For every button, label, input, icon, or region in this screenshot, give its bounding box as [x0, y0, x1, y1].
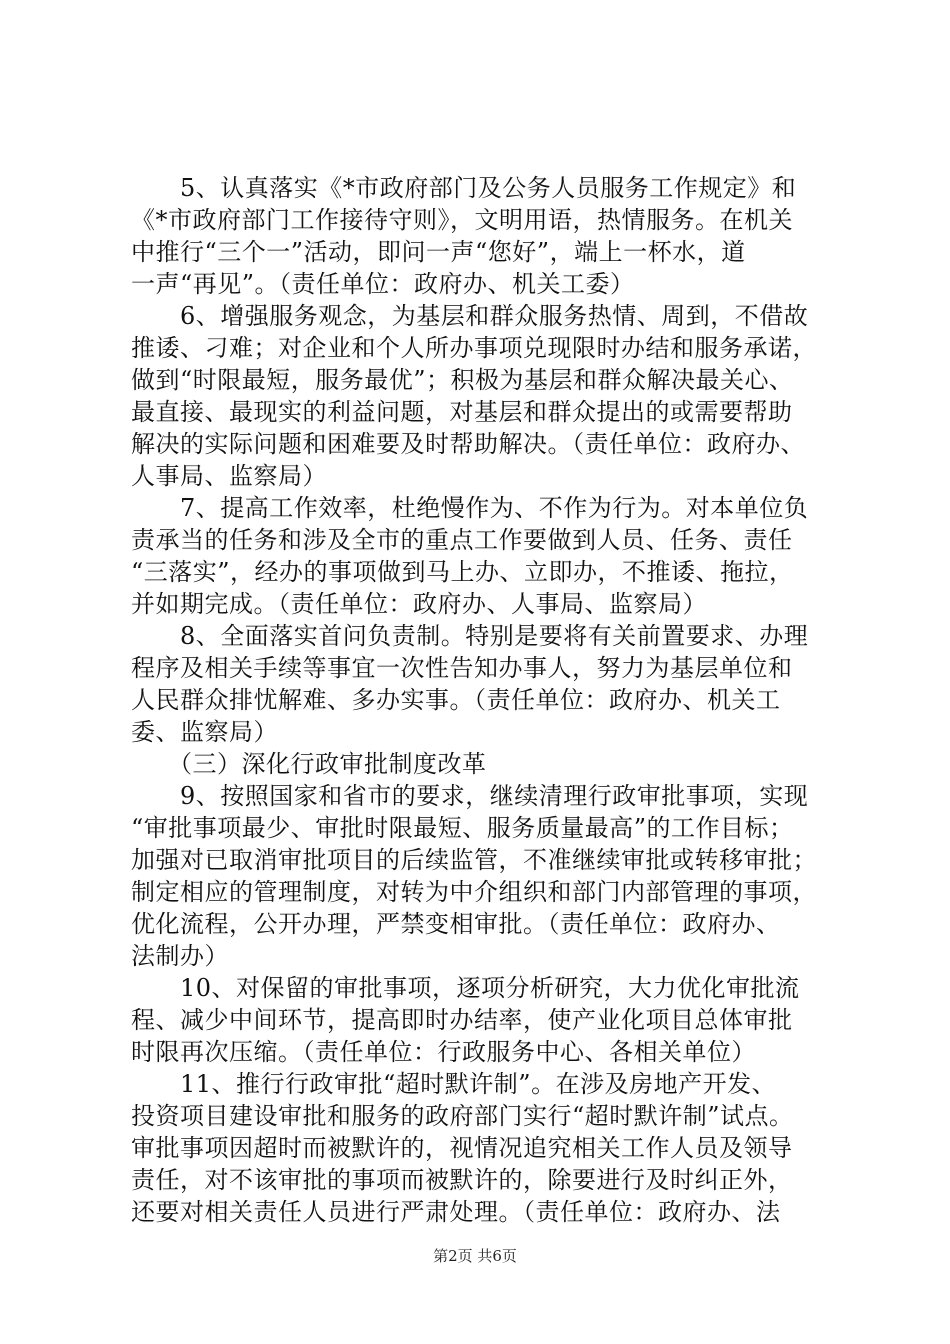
text-line: 11、推行行政审批“超时默许制”。在涉及房地产开发、 — [131, 1070, 777, 1098]
text-line: 时限再次压缩。（责任单位：行政服务中心、各相关单位） — [131, 1038, 756, 1066]
text-line: 10、对保留的审批事项，逐项分析研究，大力优化审批流 — [131, 974, 800, 1002]
text-line: 法制办） — [131, 942, 229, 970]
text-line: 还要对相关责任人员进行严肃处理。（责任单位：政府办、法 — [131, 1198, 781, 1226]
text-line: 制定相应的管理制度，对转为中介组织和部门内部管理的事项， — [131, 878, 817, 906]
text-line: 责任，对不该审批的事项而被默许的，除要进行及时纠正外， — [131, 1166, 793, 1194]
text-line: 一声“再见”。（责任单位：政府办、机关工委） — [131, 270, 635, 298]
text-line: 加强对已取消审批项目的后续监管，不准继续审批或转移审批； — [131, 846, 817, 874]
text-line: 8、全面落实首问负责制。特别是要将有关前置要求、办理 — [131, 622, 809, 650]
text-line: 投资项目建设审批和服务的政府部门实行“超时默许制”试点。 — [131, 1102, 794, 1130]
text-line: 9、按照国家和省市的要求，继续清理行政审批事项，实现 — [131, 782, 809, 810]
text-line: 委、监察局） — [131, 718, 278, 746]
text-line: 6、增强服务观念，为基层和群众服务热情、周到，不借故 — [131, 302, 809, 330]
text-line: 并如期完成。（责任单位：政府办、人事局、监察局） — [131, 590, 707, 618]
text-line: 做到“时限最短，服务最优”；积极为基层和群众解决最关心、 — [131, 366, 794, 394]
text-line: 优化流程，公开办理，严禁变相审批。（责任单位：政府办、 — [131, 910, 781, 938]
text-line: 程、减少中间环节，提高即时办结率，使产业化项目总体审批 — [131, 1006, 793, 1034]
text-line: 程序及相关手续等事宜一次性告知办事人，努力为基层单位和 — [131, 654, 793, 682]
text-line: “审批事项最少、审批时限最短、服务质量最高”的工作目标； — [131, 814, 794, 842]
text-line: “三落实”，经办的事项做到马上办、立即办，不推诿、拖拉， — [131, 558, 794, 586]
page-footer: 第2页 共6页 — [433, 1247, 517, 1265]
text-line: 5、认真落实《*市政府部门及公务人员服务工作规定》和 — [131, 174, 797, 202]
text-line: 最直接、最现实的利益问题，对基层和群众提出的或需要帮助 — [131, 398, 793, 426]
text-line: 7、提高工作效率，杜绝慢作为、不作为行为。对本单位负 — [131, 494, 809, 522]
text-line: 解决的实际问题和困难要及时帮助解决。（责任单位：政府办、 — [131, 430, 805, 458]
text-line: 《*市政府部门工作接待守则》，文明用语，热情服务。在机关 — [131, 206, 793, 234]
text-line: 人民群众排忧解难、多办实事。（责任单位：政府办、机关工 — [131, 686, 781, 714]
text-line: 责承当的任务和涉及全市的重点工作要做到人员、任务、责任 — [131, 526, 793, 554]
text-line: 推诿、刁难；对企业和个人所办事项兑现限时办结和服务承诺， — [131, 334, 817, 362]
text-line: 审批事项因超时而被默许的，视情况追究相关工作人员及领导 — [131, 1134, 793, 1162]
text-line: （三）深化行政审批制度改革 — [131, 750, 487, 778]
text-line: 中推行“三个一”活动，即问一声“您好”，端上一杯水，道 — [131, 238, 746, 266]
text-line: 人事局、监察局） — [131, 462, 327, 490]
document-body — [131, 172, 831, 1228]
